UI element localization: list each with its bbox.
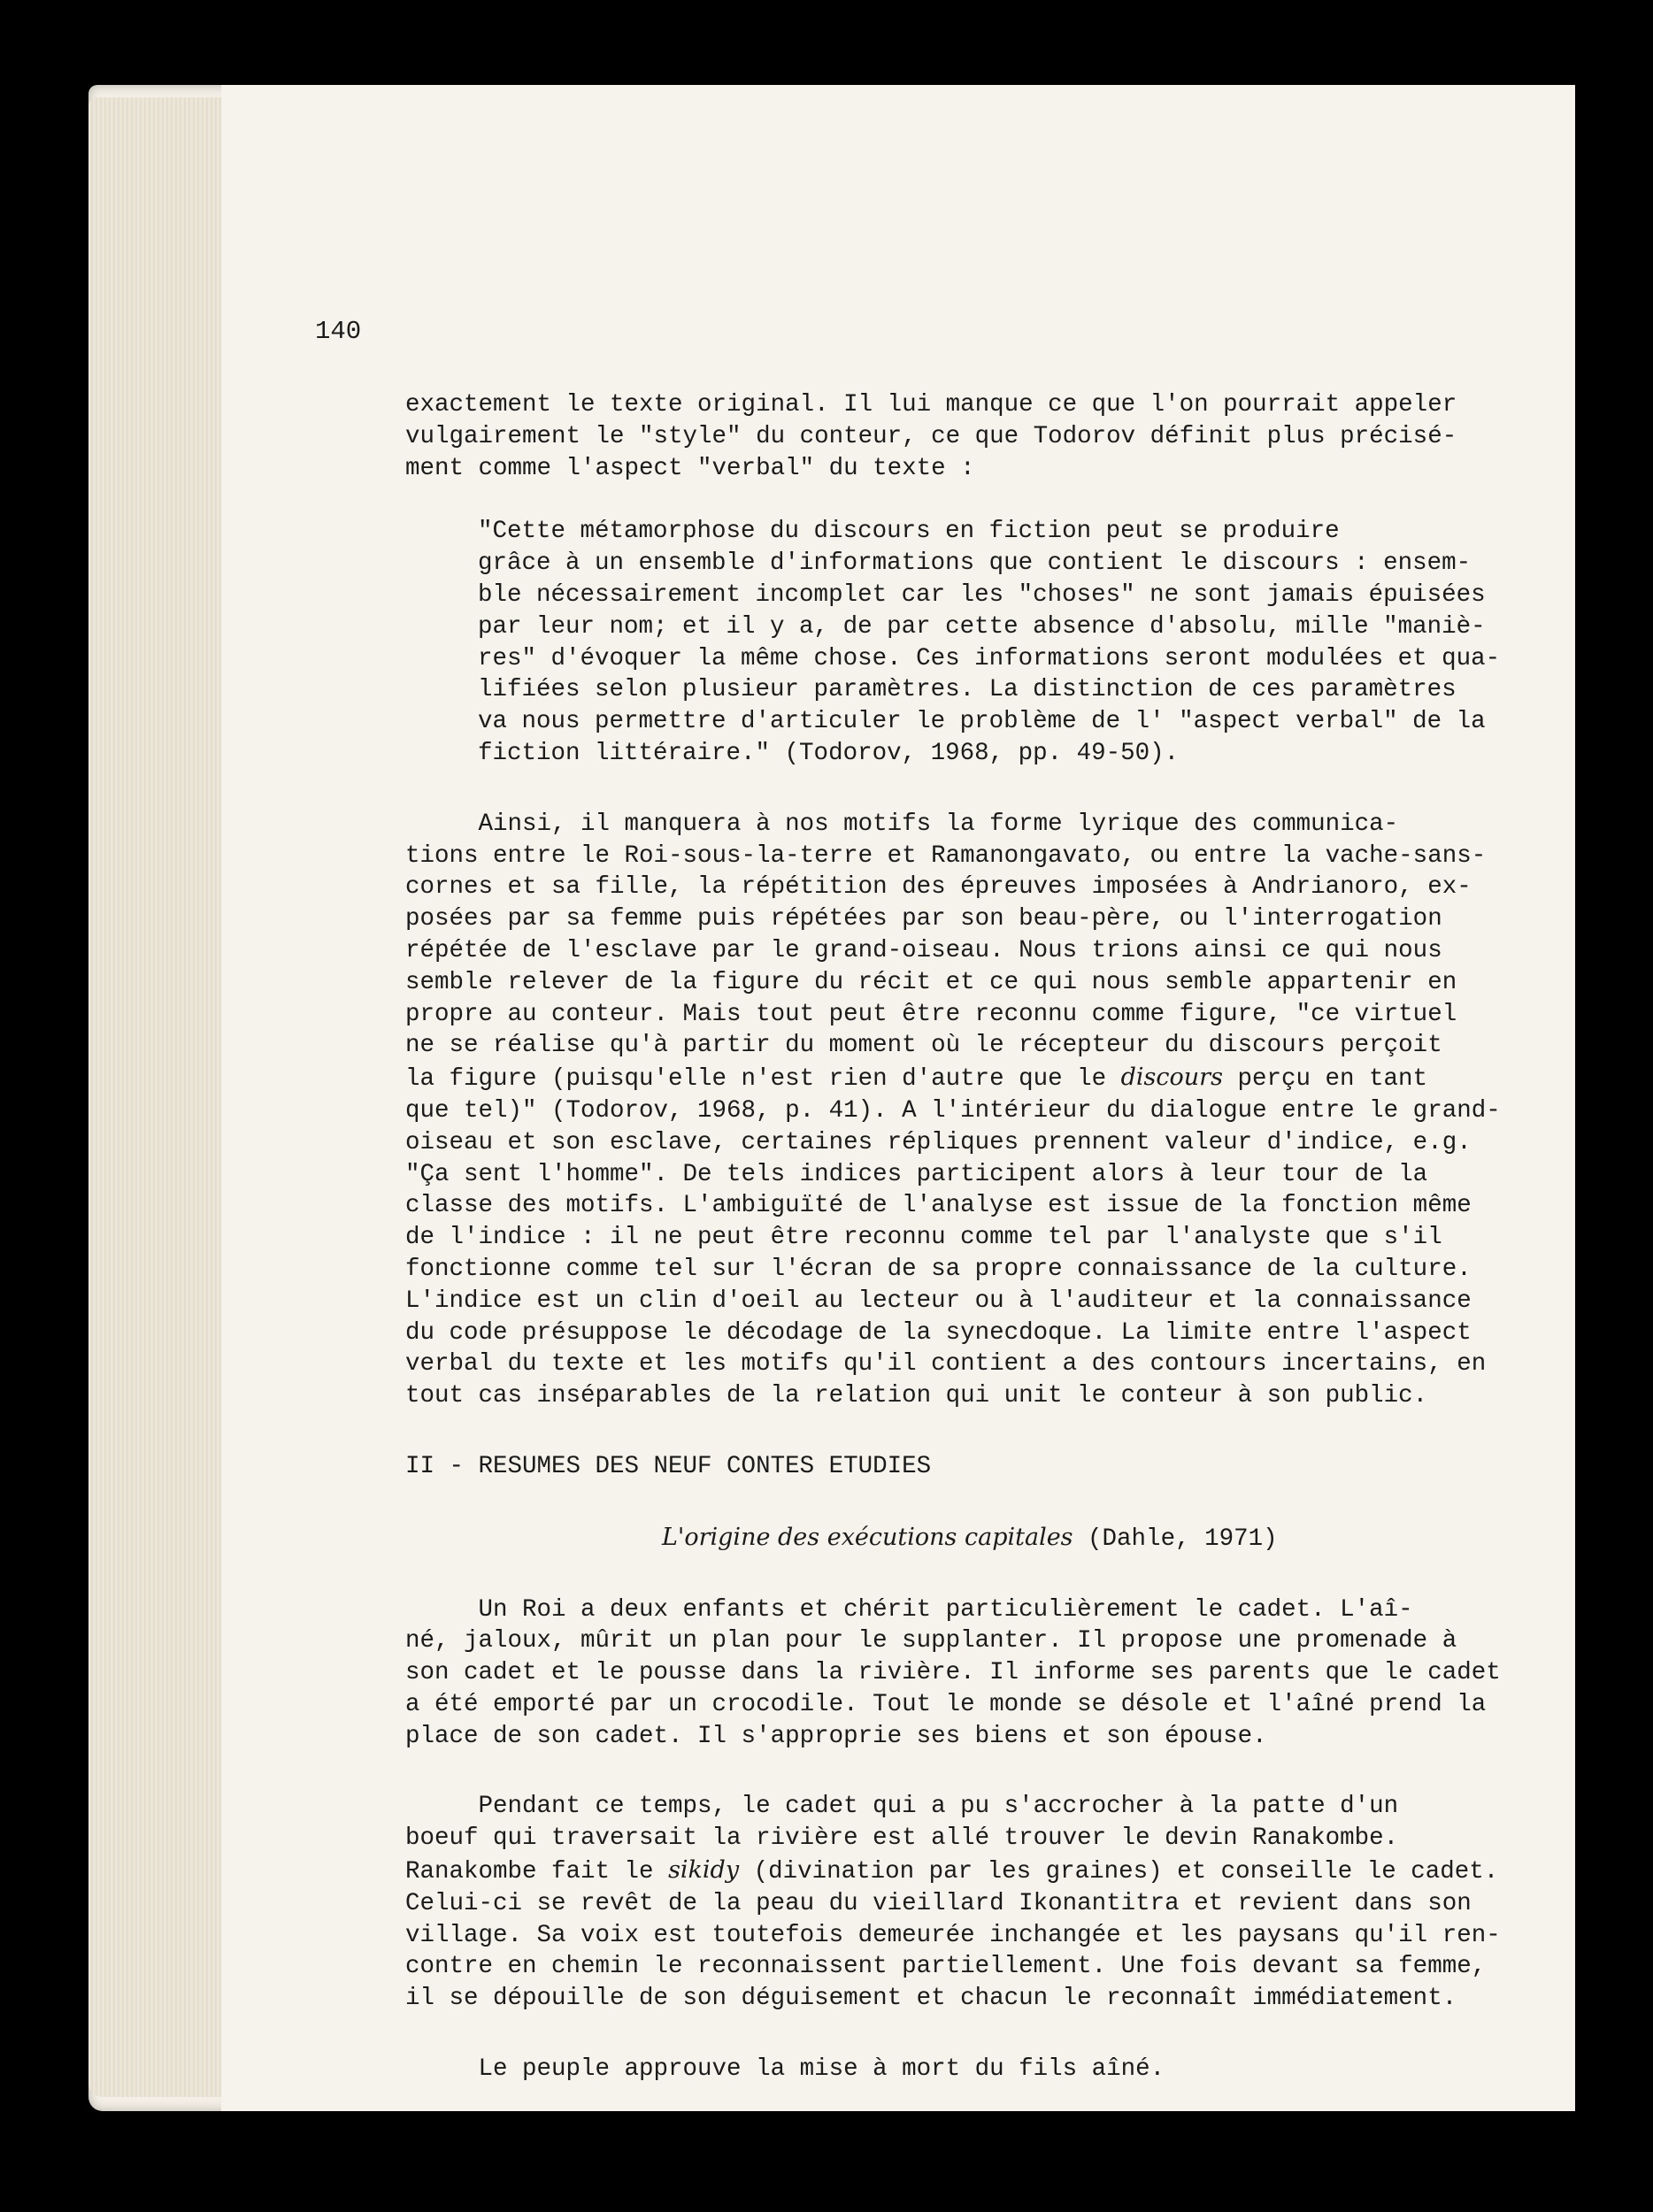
text-line: village. Sa voix est toutefois demeurée inchangée et les paysans qu'il ren- — [405, 1921, 1501, 1949]
tale-source: (Dahle, 1971) — [1073, 1525, 1278, 1553]
page-number: 140 — [315, 317, 362, 346]
text-line: cornes et sa fille, la répétition des épreuves imposées à Andrianoro, ex- — [405, 873, 1472, 902]
text-line: par leur nom; et il y a, de par cette absence d'absolu, mille "maniè- — [478, 612, 1486, 641]
text-span: perçu en tant — [1222, 1065, 1427, 1094]
text-line: "Ça sent l'homme". De tels indices participent alors à leur tour de la — [405, 1160, 1428, 1188]
text-line: vulgairement le "style" du conteur, ce que Todorov définit plus précisé- — [405, 422, 1457, 450]
block-quote — [478, 516, 1501, 769]
text-line: fiction littéraire." (Todorov, 1968, pp. 49-50). — [478, 739, 1180, 767]
text-line: boeuf qui traversait la rivière est allé trouver le devin Ranakombe. — [405, 1824, 1399, 1853]
text-line: tions entre le Roi-sous-la-terre et Ramanongavato, ou entre la vache-sans- — [405, 841, 1487, 870]
text-line — [405, 1855, 1499, 1888]
text-line: semble relever de la figure du récit et ce qui nous semble appartenir en — [405, 968, 1457, 996]
tale-title: L'origine des exécutions capitales — [662, 1523, 1073, 1551]
page-edges — [88, 97, 221, 2097]
text-line: du code présuppose le décodage de la synecdoque. La limite entre l'aspect — [405, 1318, 1472, 1347]
text-line: a été emporté par un crocodile. Tout le monde se désole et l'aîné prend la — [405, 1690, 1487, 1718]
text-line: place de son cadet. Il s'approprie ses biens et son épouse. — [405, 1722, 1267, 1750]
text-line: ble nécessairement incomplet car les "choses" ne sont jamais épuisées — [478, 580, 1486, 609]
text-line: il se dépouille de son déguisement et chacun le reconnaît immédiatement. — [405, 1985, 1457, 2013]
text-line: de l'indice : il ne peut être reconnu comme tel par l'analyste que s'il — [405, 1224, 1442, 1252]
text-line: propre au conteur. Mais tout peut être reconnu comme figure, "ce virtuel — [405, 1000, 1457, 1028]
italic-word: discours — [1120, 1064, 1223, 1092]
text-line: contre en chemin le reconnaissent partiellement. Une fois devant sa femme, — [405, 1953, 1487, 1981]
text-line: va nous permettre d'articuler le problème de l' "aspect verbal" de la — [478, 708, 1486, 736]
text-line: Celui-ci se revêt de la peau du vieillard Ikonantitra et revient dans son — [405, 1889, 1472, 1917]
tale-title-line — [405, 1522, 1432, 1555]
text-line: classe des motifs. L'ambiguïté de l'analyse est issue de la fonction même — [405, 1192, 1472, 1220]
text-line: "Cette métamorphose du discours en fiction peut se produire — [478, 518, 1340, 546]
text-line: Ainsi, il manquera à nos motifs la forme lyrique des communica- — [405, 810, 1399, 838]
text-line: son cadet et le pousse dans la rivière. Il informe ses parents que le cadet — [405, 1659, 1501, 1687]
text-line: res" d'évoquer la même chose. Ces informations seront modulées et qua- — [478, 644, 1501, 672]
text-line: lifiées selon plusieur paramètres. La distinction de ces paramètres — [478, 676, 1457, 704]
text-line: ment comme l'aspect "verbal" du texte : — [405, 454, 975, 482]
text-line: tout cas inséparables de la relation qui unit le conteur à son public. — [405, 1382, 1428, 1410]
text-line — [405, 1062, 1432, 1095]
text-line: né, jaloux, mûrit un plan pour le supplanter. Il propose une promenade à — [405, 1627, 1457, 1655]
text-span: (divination par les graines) et conseille le cadet. — [739, 1858, 1499, 1886]
text-line: L'indice est un clin d'oeil au lecteur ou à l'auditeur et la connaissance — [405, 1286, 1472, 1315]
text-line: Un Roi a deux enfants et chérit particulièrement le cadet. L'aî- — [405, 1595, 1413, 1624]
section-heading: II - RESUMES DES NEUF CONTES ETUDIES — [405, 1452, 932, 1480]
text-line: que tel)" (Todorov, 1968, p. 41). A l'intérieur du dialogue entre le grand- — [405, 1096, 1501, 1125]
text-line: Pendant ce temps, le cadet qui a pu s'accrocher à la patte d'un — [405, 1793, 1399, 1821]
page-body — [405, 389, 1501, 2085]
paragraph-4 — [405, 1791, 1501, 2015]
text-line: posées par sa femme puis répétées par son beau-père, ou l'interrogation — [405, 905, 1442, 933]
text-line: grâce à un ensemble d'informations que contient le discours : ensem- — [478, 549, 1472, 578]
paragraph-2 — [405, 809, 1501, 1412]
text-line: ne se réalise qu'à partir du moment où le récepteur du discours perçoit — [405, 1032, 1442, 1060]
paragraph-3 — [405, 1594, 1501, 1753]
text-span: la figure (puisqu'elle n'est rien d'autre que le — [405, 1065, 1121, 1094]
text-line: répétée de l'esclave par le grand-oiseau. Nous trions ainsi ce qui nous — [405, 936, 1442, 964]
paragraph-1 — [405, 389, 1457, 484]
text-span: Ranakombe fait le — [405, 1858, 669, 1886]
text-line: exactement le texte original. Il lui manque ce que l'on pourrait appeler — [405, 391, 1457, 419]
text-line: oiseau et son esclave, certaines répliques prennent valeur d'indice, e.g. — [405, 1128, 1472, 1156]
text-line: fonctionne comme tel sur l'écran de sa propre connaissance de la culture. — [405, 1255, 1472, 1283]
text-line: verbal du texte et les motifs qu'il contient a des contours incertains, en — [405, 1350, 1487, 1379]
italic-word: sikidy — [668, 1856, 740, 1885]
paragraph-5: Le peuple approuve la mise à mort du fils aîné. — [405, 2055, 1165, 2084]
